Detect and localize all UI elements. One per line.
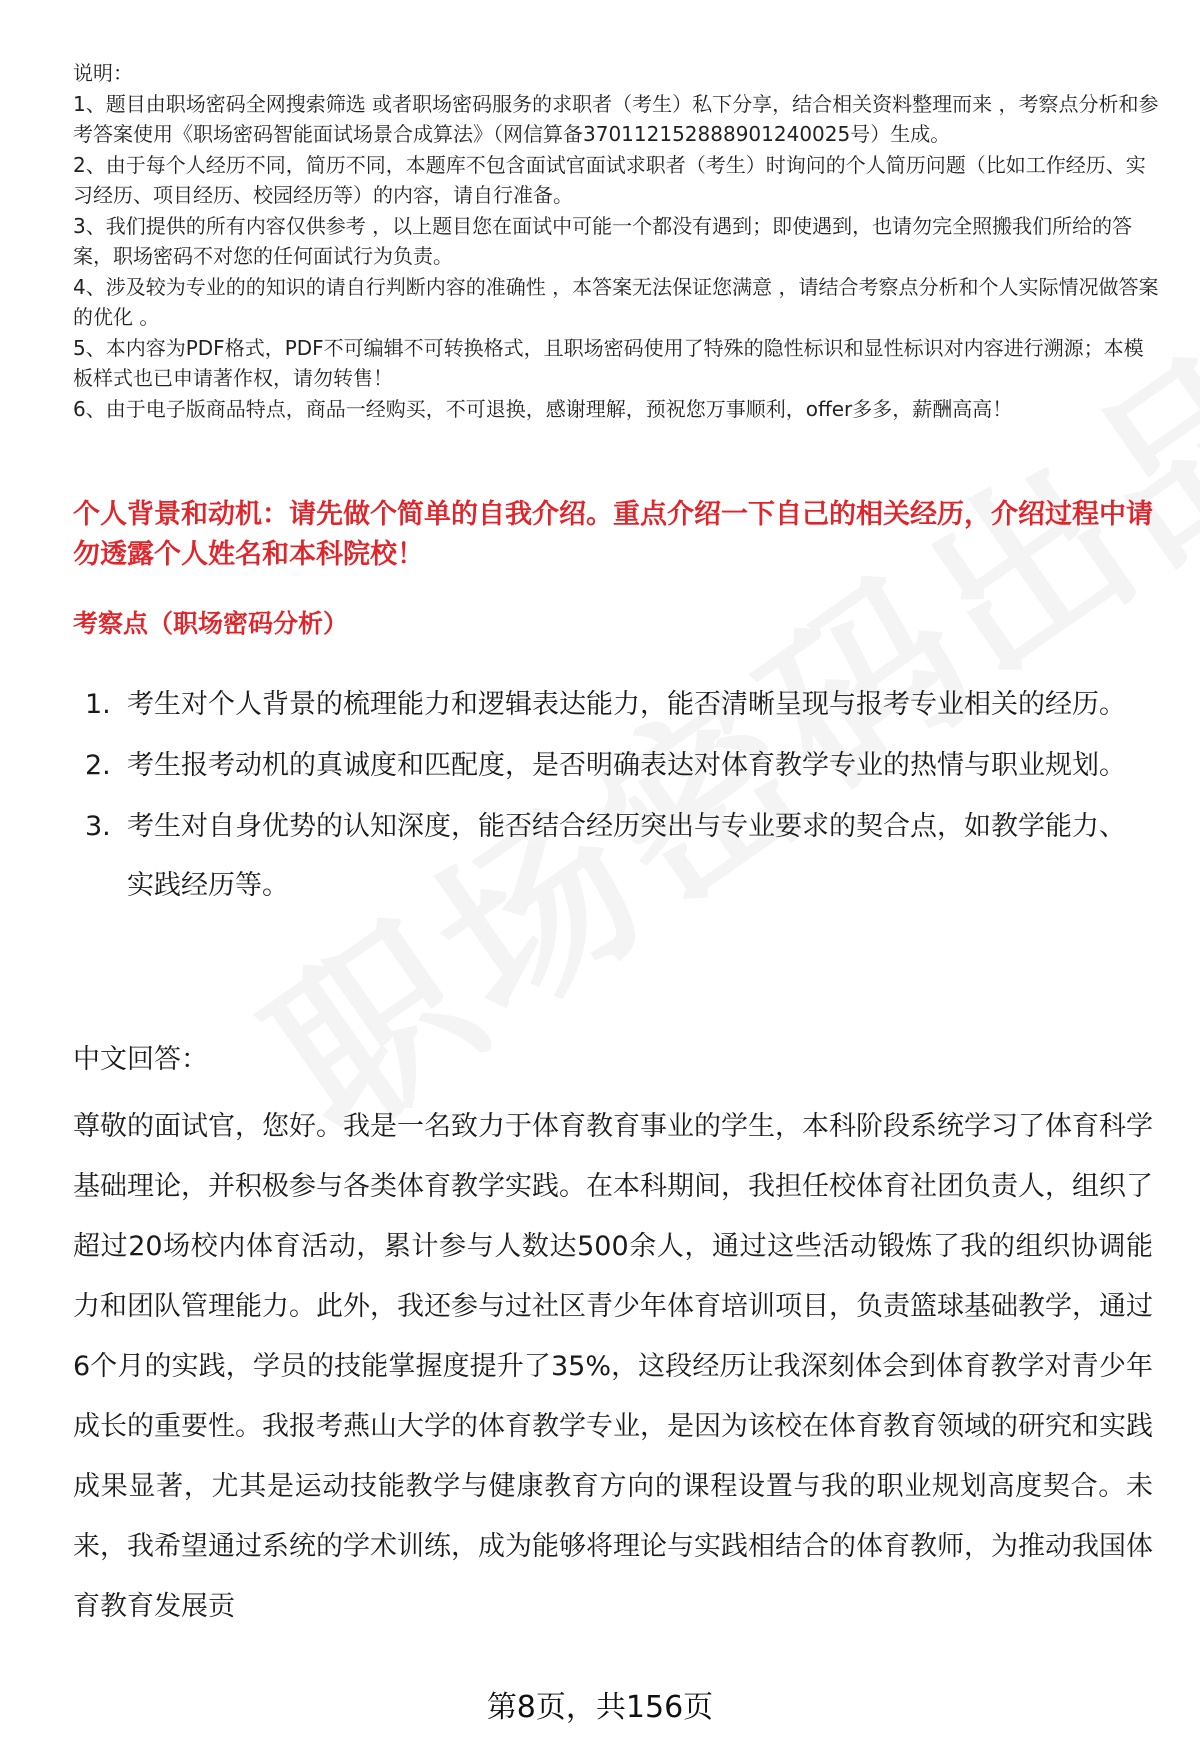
note-item: 2、由于每个人经历不同，简历不同，本题库不包含面试官面试求职者（考生）时询问的个人简历问题（比如工作经历、实习经历、项目经历、校园经历等）的内容，请自行准备。 <box>73 152 1146 207</box>
point-number: 3. <box>85 811 111 842</box>
notes-heading: 说明： <box>73 61 133 85</box>
point-number: 1. <box>85 689 111 720</box>
analysis-point <box>85 797 1145 915</box>
analysis-heading: 考察点（职场密码分析） <box>73 609 349 638</box>
answer-text: 尊敬的面试官，您好。我是一名致力于体育教育事业的学生，本科阶段系统学习了体育科学基础理论，并积极参与各类体育教学实践。在本科期间，我担任校体育社团负责人，组织了超过20场校内体育活动，累计参与人数达500余人，通过这些活动锻炼了我的组织协调能力和团队管理能力。此外，我还参与过社区青少年体育培训项目，负责篮球基础教学，通过6个月的实践，学员的技能掌握度提升了35%，这段经历让我深刻体会到体育教学对青少年成长的重要性。我报考燕山大学的体育教学专业，是因为该校在体育教育领域的研究和实践成果显著，尤其是运动技能教学与健康教育方向的课程设置与我的职业规划高度契合。未来，我希望通过系统的学术训练，成为能够将理论与实践相结合的体育教师，为推动我国体育教育发展贡 <box>73 1111 1153 1622</box>
analysis-point <box>85 675 1145 734</box>
point-number: 2. <box>85 750 111 781</box>
note-item: 1、题目由职场密码全网搜索筛选 或者职场密码服务的求职者（考生）私下分享，结合相关资料整理而来 ，考察点分析和参考答案使用《职场密码智能面试场景合成算法》（网信算备370112152888901240025号）生成。 <box>73 91 1159 146</box>
point-text: 考生报考动机的真诚度和匹配度，是否明确表达对体育教学专业的热情与职业规划。 <box>127 750 1126 781</box>
note-item: 6、由于电子版商品特点，商品一经购买，不可退换，感谢理解，预祝您万事顺利，offer多多，薪酬高高！ <box>73 396 1013 421</box>
answer-label: 中文回答： <box>73 1044 208 1075</box>
analysis-point <box>85 736 1145 795</box>
question-title: 个人背景和动机：请先做个简单的自我介绍。重点介绍一下自己的相关经历，介绍过程中请勿透露个人姓名和本科院校！ <box>73 499 1153 570</box>
note-item: 3、我们提供的所有内容仅供参考 ，以上题目您在面试中可能一个都没有遇到；即使遇到，也请勿完全照搬我们所给的答案，职场密码不对您的任何面试行为负责。 <box>73 213 1133 268</box>
point-text: 考生对自身优势的认知深度，能否结合经历突出与专业要求的契合点，如教学能力、实践经历等。 <box>127 811 1126 901</box>
note-item: 5、本内容为PDF格式，PDF不可编辑不可转换格式，且职场密码使用了特殊的隐性标识和显性标识对内容进行溯源；本模板样式也已申请著作权，请勿转售！ <box>73 335 1144 390</box>
page-number: 第8页，共156页 <box>486 1690 714 1725</box>
note-item: 4、涉及较为专业的的知识的请自行判断内容的准确性 ，本答案无法保证您满意 ，请结合考察点分析和个人实际情况做答案的优化 。 <box>73 274 1159 329</box>
disclaimer-notes <box>73 58 1163 424</box>
analysis-points <box>85 675 1145 917</box>
point-text: 考生对个人背景的梳理能力和逻辑表达能力，能否清晰呈现与报考专业相关的经历。 <box>127 689 1126 720</box>
